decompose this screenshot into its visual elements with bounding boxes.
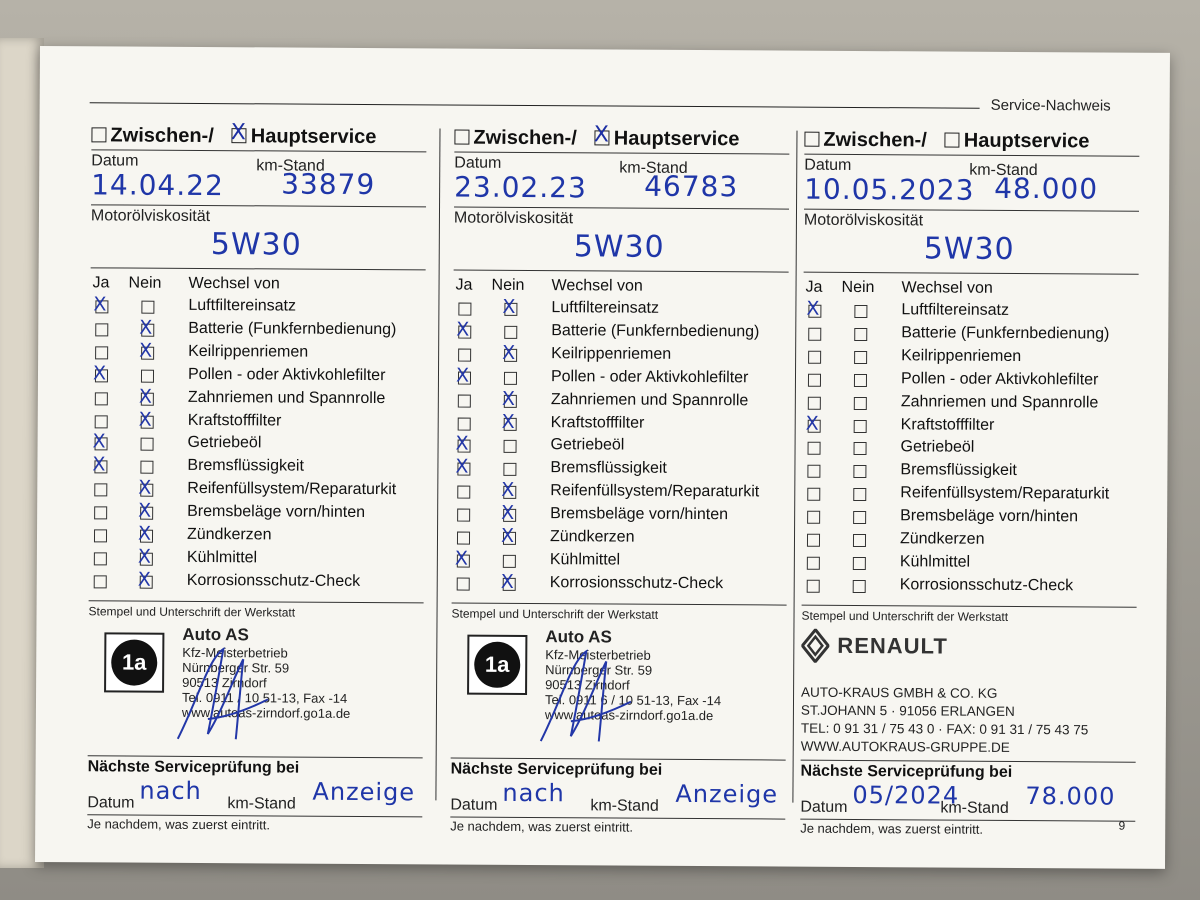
rule: [804, 154, 1139, 157]
checklist-row: [802, 553, 1142, 578]
ja-checkbox[interactable]: [808, 305, 821, 318]
checklist-row: [89, 571, 429, 596]
nein-checkbox[interactable]: [504, 394, 517, 407]
ja-checkbox[interactable]: [94, 506, 107, 519]
rule: [91, 267, 426, 270]
item-label: Zündkerzen: [549, 528, 635, 546]
nein-checkbox[interactable]: [854, 419, 867, 432]
wechsel-header: Wechsel von: [551, 277, 643, 295]
haupt-label: Hauptservice: [963, 129, 1090, 153]
item-label: Keilrippenriemen: [188, 342, 309, 361]
nein-checkbox[interactable]: [504, 303, 517, 316]
item-label: Kühlmittel: [549, 551, 621, 569]
service-entry-1: [87, 122, 431, 833]
rule: [91, 149, 426, 152]
km-label: km-Stand: [256, 157, 325, 175]
ja-header: Ja: [92, 274, 110, 292]
nein-checkbox[interactable]: [854, 374, 867, 387]
nein-checkbox[interactable]: [141, 415, 154, 428]
checklist-row: [452, 573, 792, 598]
stamp-line: Kfz-Meisterbetrieb: [545, 647, 651, 663]
checklist-row: [802, 438, 1142, 463]
stamp-line: Nürnberger Str. 59: [545, 662, 653, 678]
stamp-company: Auto AS: [182, 624, 249, 645]
nein-checkbox[interactable]: [504, 326, 517, 339]
item-label: Bremsflüssigkeit: [900, 461, 1017, 480]
ja-checkbox[interactable]: [94, 552, 107, 565]
nein-checkbox[interactable]: [141, 346, 154, 359]
nein-checkbox[interactable]: [853, 534, 866, 547]
ja-checkbox[interactable]: [808, 442, 821, 455]
workshop-stamp: [98, 624, 419, 740]
nein-checkbox[interactable]: [141, 301, 154, 314]
renault-stamp-line: TEL: 0 91 31 / 75 43 0 · FAX: 0 91 31 / 75 43 75: [800, 720, 1089, 738]
service-km[interactable]: 46783: [644, 169, 739, 204]
rule: [454, 152, 789, 155]
item-label: Kühlmittel: [899, 553, 971, 571]
ja-checkbox[interactable]: [457, 532, 470, 545]
item-label: Korrosionsschutz-Check: [899, 576, 1074, 595]
ja-checkbox[interactable]: [808, 419, 821, 432]
nein-checkbox[interactable]: [140, 575, 153, 588]
rule: [452, 603, 787, 606]
next-service-title: Nächste Serviceprüfung bei: [87, 758, 300, 777]
ja-checkbox[interactable]: [95, 438, 108, 451]
nein-checkbox[interactable]: [504, 349, 517, 362]
stamp-line: 90513 Zirndorf: [545, 677, 630, 693]
item-label: Getriebeöl: [550, 436, 625, 454]
ja-checkbox[interactable]: [95, 415, 108, 428]
ja-checkbox[interactable]: [95, 300, 108, 313]
ja-checkbox[interactable]: [807, 488, 820, 501]
checklist-row: [453, 413, 793, 438]
ja-checkbox[interactable]: [808, 328, 821, 341]
ja-checkbox[interactable]: [807, 511, 820, 524]
workshop-stamp: [461, 627, 782, 743]
item-label: Kraftstofffilter: [550, 413, 645, 432]
signature: [531, 641, 642, 752]
item-label: Zündkerzen: [186, 525, 272, 544]
checklist-row: [452, 436, 792, 461]
hauptservice-checkbox[interactable]: [945, 133, 960, 148]
next-service-km[interactable]: Anzeige: [312, 777, 416, 807]
item-label: Zahnriemen und Spannrolle: [550, 390, 749, 409]
nein-checkbox[interactable]: [854, 305, 867, 318]
service-entry-3: [800, 127, 1144, 837]
checklist-row: [453, 344, 793, 369]
ja-checkbox[interactable]: [95, 392, 108, 405]
item-label: Pollen - oder Aktivkohlefilter: [900, 369, 1099, 389]
stamp-company: Auto AS: [545, 627, 612, 647]
next-km-label: km-Stand: [940, 799, 1009, 817]
nein-checkbox[interactable]: [140, 530, 153, 543]
next-service-date[interactable]: nach: [139, 776, 202, 806]
item-label: Zahnriemen und Spannrolle: [900, 392, 1099, 412]
ja-checkbox[interactable]: [807, 557, 820, 570]
nein-checkbox[interactable]: [854, 351, 867, 364]
ja-checkbox[interactable]: [95, 323, 108, 336]
rule: [802, 605, 1137, 608]
item-label: Korrosionsschutz-Check: [549, 573, 724, 592]
datum-label: Datum: [804, 156, 852, 174]
item-label: Korrosionsschutz-Check: [186, 571, 361, 590]
service-km[interactable]: 33879: [281, 167, 376, 202]
haupt-label: Hauptservice: [613, 127, 740, 151]
checklist-row: [802, 507, 1142, 532]
ja-checkbox[interactable]: [94, 461, 107, 474]
nein-checkbox[interactable]: [853, 511, 866, 524]
ja-checkbox[interactable]: [807, 534, 820, 547]
zwischenservice-checkbox[interactable]: [91, 127, 106, 142]
item-label: Reifenfüllsystem/Reparaturkit: [187, 480, 397, 499]
ja-checkbox[interactable]: [458, 417, 471, 430]
1a-logo-text: 1a: [474, 642, 520, 688]
service-entry-2: [450, 125, 794, 835]
ja-checkbox[interactable]: [457, 554, 470, 567]
km-label: km-Stand: [969, 161, 1038, 180]
next-service-footnote: Je nachdem, was zuerst eintritt.: [800, 820, 984, 837]
signature: [168, 639, 279, 750]
nein-header: Nein: [491, 276, 525, 294]
service-booklet-page: [35, 46, 1170, 869]
checklist-row: [803, 392, 1143, 417]
ja-checkbox[interactable]: [458, 348, 471, 361]
nein-checkbox[interactable]: [853, 580, 866, 593]
stamp-label: Stempel und Unterschrift der Werkstatt: [88, 604, 296, 620]
stamp-label: Stempel und Unterschrift der Werkstatt: [801, 608, 1009, 624]
stamp-line: Tel. 0911 / 10 51-13, Fax -14: [181, 689, 348, 706]
checklist-row: [803, 415, 1143, 440]
wechsel-header: Wechsel von: [188, 274, 280, 293]
nein-checkbox[interactable]: [140, 461, 153, 474]
item-label: Bremsbeläge vorn/hinten: [900, 507, 1079, 526]
renault-logo-icon: [801, 629, 829, 663]
service-type: [454, 127, 739, 152]
ja-checkbox[interactable]: [458, 440, 471, 453]
item-label: Kraftstofffilter: [900, 415, 995, 434]
checklist-row: [802, 484, 1142, 509]
rule: [454, 270, 789, 273]
service-km[interactable]: 48.000: [994, 171, 1099, 206]
item-label: Getriebeöl: [187, 434, 262, 452]
nein-checkbox[interactable]: [141, 324, 154, 337]
zwischenservice-checkbox[interactable]: [804, 132, 819, 147]
nein-checkbox[interactable]: [853, 488, 866, 501]
next-service-title: Nächste Serviceprüfung bei: [800, 762, 1013, 781]
item-label: Pollen - oder Aktivkohlefilter: [550, 367, 749, 387]
checklist-header: [803, 279, 1143, 303]
item-label: Bremsflüssigkeit: [187, 457, 304, 475]
oil-viscosity-value[interactable]: 5W30: [210, 227, 302, 263]
stamp-line: www.autoas-zirndorf.go1a.de: [544, 707, 714, 724]
ja-checkbox[interactable]: [807, 465, 820, 478]
item-label: Bremsbeläge vorn/hinten: [187, 503, 366, 522]
checklist-row: [802, 461, 1142, 486]
zwischen-label: Zwischen-/: [823, 128, 927, 152]
ja-checkbox[interactable]: [95, 346, 108, 359]
next-service-date[interactable]: nach: [502, 778, 565, 808]
service-type: [91, 124, 376, 149]
ja-checkbox[interactable]: [458, 303, 471, 316]
rule: [89, 600, 424, 603]
ja-checkbox[interactable]: [94, 484, 107, 497]
stamp-line: Kfz-Meisterbetrieb: [182, 644, 288, 661]
column-divider: [435, 128, 440, 800]
renault-stamp: [800, 627, 1132, 755]
checklist-row: [90, 411, 430, 436]
nein-checkbox[interactable]: [854, 328, 867, 341]
renault-stamp-line: AUTO-KRAUS GMBH & CO. KG: [801, 684, 998, 701]
nein-header: Nein: [841, 278, 875, 297]
haupt-label: Hauptservice: [250, 125, 377, 149]
ja-checkbox[interactable]: [95, 369, 108, 382]
checklist-row: [89, 434, 429, 459]
ja-checkbox[interactable]: [458, 325, 471, 338]
next-km-label: km-Stand: [590, 797, 659, 815]
renault-stamp-line: ST.JOHANN 5 · 91056 ERLANGEN: [800, 702, 1015, 719]
item-label: Reifenfüllsystem/Reparaturkit: [900, 484, 1110, 503]
km-label: km-Stand: [619, 159, 688, 177]
stamp-line: 90513 Zirndorf: [182, 674, 267, 691]
item-label: Kühlmittel: [186, 548, 258, 567]
next-datum-label: Datum: [87, 794, 135, 812]
datum-label: Datum: [454, 154, 502, 172]
ja-checkbox[interactable]: [458, 394, 471, 407]
stamp-label: Stempel und Unterschrift der Werkstatt: [451, 606, 659, 622]
ja-checkbox[interactable]: [458, 371, 471, 384]
page-title: Service-Nachweis: [990, 96, 1111, 115]
item-label: Getriebeöl: [900, 438, 975, 457]
oil-viscosity-value[interactable]: 5W30: [573, 229, 665, 265]
stamp-line: Nürnberger Str. 59: [182, 659, 290, 676]
service-type: [804, 129, 1089, 154]
ja-header: Ja: [805, 278, 823, 296]
ja-checkbox[interactable]: [808, 373, 821, 386]
ja-header: Ja: [455, 276, 473, 294]
item-label: Batterie (Funkfernbedienung): [551, 322, 760, 341]
checklist-row: [453, 299, 793, 324]
nein-checkbox[interactable]: [140, 553, 153, 566]
ja-checkbox[interactable]: [457, 577, 470, 590]
nein-header: Nein: [128, 274, 162, 292]
item-label: Batterie (Funkfernbedienung): [901, 324, 1110, 343]
datum-label: Datum: [91, 152, 139, 170]
next-datum-label: Datum: [450, 796, 498, 814]
page-number: 9: [1118, 818, 1126, 833]
next-service-km[interactable]: 78.000: [1025, 782, 1116, 811]
next-service-footnote: Je nachdem, was zuerst eintritt.: [87, 816, 271, 833]
renault-brand: RENAULT: [837, 632, 948, 659]
checklist-row: [803, 324, 1143, 349]
item-label: Keilrippenriemen: [901, 347, 1022, 365]
nein-checkbox[interactable]: [140, 507, 153, 520]
item-label: Bremsbeläge vorn/hinten: [550, 505, 729, 524]
next-service-km[interactable]: Anzeige: [675, 779, 779, 809]
checklist-row: [802, 575, 1142, 600]
next-km-label: km-Stand: [227, 795, 296, 813]
nein-checkbox[interactable]: [140, 484, 153, 497]
stamp-line: Tel. 0911 6 / 10 51-13, Fax -14: [544, 692, 722, 709]
oil-viscosity-label: Motorölviskosität: [453, 209, 574, 228]
nein-checkbox[interactable]: [503, 578, 516, 591]
service-date[interactable]: 10.05.2023: [804, 172, 975, 207]
item-label: Batterie (Funkfernbedienung): [188, 319, 397, 339]
nein-checkbox[interactable]: [853, 557, 866, 570]
ja-checkbox[interactable]: [94, 529, 107, 542]
next-service-title: Nächste Serviceprüfung bei: [450, 760, 663, 779]
1a-logo: [104, 632, 164, 692]
ja-checkbox[interactable]: [457, 486, 470, 499]
item-label: Luftfiltereinsatz: [551, 299, 660, 317]
next-datum-label: Datum: [800, 798, 848, 816]
item-label: Luftfiltereinsatz: [188, 296, 297, 315]
ja-checkbox[interactable]: [808, 350, 821, 363]
nein-checkbox[interactable]: [503, 555, 516, 568]
oil-viscosity-label: Motorölviskosität: [803, 211, 924, 230]
service-date[interactable]: 14.04.22: [91, 168, 224, 203]
renault-stamp-line: WWW.AUTOKRAUS-GRUPPE.DE: [800, 738, 1010, 755]
nein-checkbox[interactable]: [504, 417, 517, 430]
checklist-row: [90, 342, 430, 367]
nein-checkbox[interactable]: [141, 438, 154, 451]
checklist-row: [802, 530, 1142, 555]
nein-checkbox[interactable]: [853, 465, 866, 478]
stamp-line: www.autoas-zirndorf.go1a.de: [181, 704, 351, 721]
item-label: Zahnriemen und Spannrolle: [187, 388, 386, 407]
next-service-footnote: Je nachdem, was zuerst eintritt.: [450, 818, 634, 835]
service-date[interactable]: 23.02.23: [454, 170, 587, 205]
checklist-row: [803, 301, 1143, 326]
item-label: Keilrippenriemen: [551, 344, 672, 363]
nein-checkbox[interactable]: [141, 369, 154, 382]
header-rule: [90, 102, 980, 108]
item-label: Pollen - oder Aktivkohlefilter: [187, 365, 386, 384]
item-label: Bremsflüssigkeit: [550, 459, 667, 478]
nein-checkbox[interactable]: [503, 486, 516, 499]
item-label: Kraftstofffilter: [187, 411, 282, 429]
zwischen-label: Zwischen-/: [473, 126, 577, 150]
next-service-date[interactable]: 05/2024: [852, 780, 960, 810]
nein-checkbox[interactable]: [854, 442, 867, 455]
nein-checkbox[interactable]: [504, 372, 517, 385]
wechsel-header: Wechsel von: [901, 279, 993, 297]
hauptservice-checkbox[interactable]: [232, 128, 247, 143]
item-label: Reifenfüllsystem/Reparaturkit: [550, 482, 760, 501]
hauptservice-checkbox[interactable]: [595, 130, 610, 145]
1a-logo: [467, 635, 527, 695]
nein-checkbox[interactable]: [504, 440, 517, 453]
oil-viscosity-label: Motorölviskosität: [90, 207, 211, 226]
rule: [804, 272, 1139, 275]
zwischenservice-checkbox[interactable]: [454, 130, 469, 145]
item-label: Luftfiltereinsatz: [901, 301, 1010, 319]
ja-checkbox[interactable]: [457, 509, 470, 522]
ja-checkbox[interactable]: [457, 463, 470, 476]
checklist-row: [452, 528, 792, 553]
ja-checkbox[interactable]: [807, 579, 820, 592]
nein-checkbox[interactable]: [503, 463, 516, 476]
nein-checkbox[interactable]: [503, 532, 516, 545]
1a-logo-text: 1a: [111, 639, 157, 685]
checklist-row: [803, 346, 1143, 371]
zwischen-label: Zwischen-/: [110, 124, 214, 148]
checklist-header: [90, 274, 430, 298]
ja-checkbox[interactable]: [94, 575, 107, 588]
checklist-row: [803, 369, 1143, 394]
nein-checkbox[interactable]: [141, 392, 154, 405]
ja-checkbox[interactable]: [808, 396, 821, 409]
oil-viscosity-value[interactable]: 5W30: [923, 231, 1015, 267]
nein-checkbox[interactable]: [854, 397, 867, 410]
item-label: Zündkerzen: [899, 530, 985, 548]
nein-checkbox[interactable]: [503, 509, 516, 522]
